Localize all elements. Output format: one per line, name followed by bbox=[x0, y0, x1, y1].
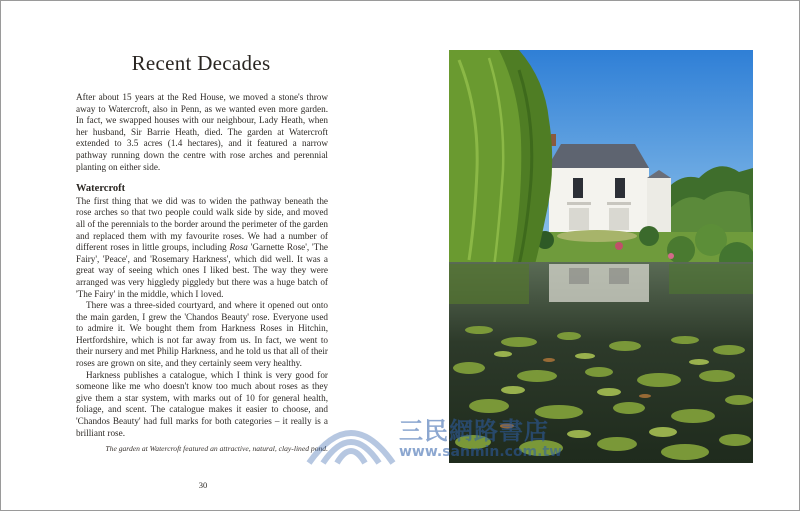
body-paragraph-2: There was a three-sided courtyard, and where it opened out onto the main garden, I grew the 'Chandos Beauty' rose. Everyone used to admire it. We bought them from Harkness Roses in Hitchin, Hertfordshire, which is not far away from us. In fact, we went to their nursery and met Philip Harkness, and he told us that all of their roses are grown on site, and they certainly seem very healthy. bbox=[76, 300, 328, 369]
watermark-chinese-text: 三民網路書店 bbox=[399, 417, 549, 445]
watermark-url-text: www.sanmin.com.tw bbox=[399, 444, 563, 460]
page-number: 30 bbox=[198, 480, 208, 490]
body-paragraph-1 bbox=[76, 196, 328, 300]
chapter-heading: Recent Decades bbox=[131, 51, 271, 75]
body-paragraph-3: Harkness publishes a catalogue, which I think is very good for someone like me who doesn't know too much about roses as they give them a star system, with marks out of 10 for general health, foliage, and scent. The catalogue makes it easier to choose, and 'Chandos Beauty' had full marks for both categories – it really is a brilliant rose. bbox=[76, 369, 328, 438]
para1-part-b: 'Garnette Rose', 'The Fairy', 'Peace', and 'Rosemary Harkness', which did well. It was a great way of seeing which ones I liked best. The way they were arranged was very higgledy piggledy but there was a huge batch of 'The Fairy' in the middle, which I loved. bbox=[76, 242, 328, 299]
para1-italic-term: Rosa bbox=[229, 242, 248, 253]
garden-pond-photo bbox=[449, 50, 753, 463]
photo-caption: The garden at Watercroft featured an attractive, natural, clay-lined pond. bbox=[105, 444, 328, 453]
body-text-column bbox=[76, 92, 328, 439]
para1-part-a: The first thing that we did was to widen the pathway beneath the rose arches so that two people could walk side by side, and moved all of the perennials to the border around the perimeter of the garden and replaced them with my favourite roses. We had a number of different roses in little groups, including bbox=[76, 195, 328, 253]
intro-paragraph: After about 15 years at the Red House, we moved a stone's throw away to Watercroft, also in Penn, as we wanted even more garden. In fact, we swapped houses with our neighbour, Lady Heath, when her husband, Sir Barrie Heath, died. The garden at Watercroft extended to 3.5 acres (1.4 hectares), and it featured a narrow pathway running down the centre with rose arches and perennial planting on either side. bbox=[76, 92, 328, 172]
section-subheading: Watercroft bbox=[76, 183, 126, 195]
